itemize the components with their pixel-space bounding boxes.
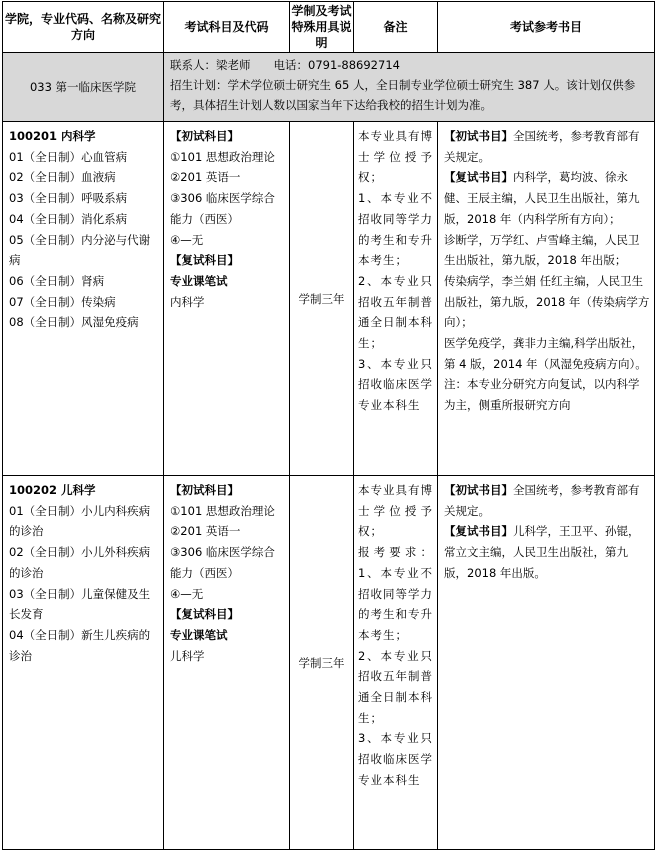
book-entry <box>444 480 650 521</box>
book-label: 【复试书目】 <box>444 524 513 539</box>
header-subjects: 考试科目及代码 <box>164 2 290 53</box>
book-entry <box>444 521 650 583</box>
program-code-name: 100202 儿科学 <box>9 483 96 497</box>
subject-item: ②201 英语一 <box>170 524 241 539</box>
remarks <box>354 476 438 850</box>
header-duration: 学制及考试特殊用具说明 <box>290 2 354 53</box>
direction-item: 03（全日制）呼吸系病 <box>9 191 128 206</box>
direction-item: 04（全日制）消化系病 <box>9 211 128 226</box>
retest-subject: 内科学 <box>170 294 205 309</box>
book-entry: 诊断学，万学红、卢雪峰主编，人民卫生出版社，第九版，2018 年出版； <box>444 232 640 268</box>
book-entry: 医学免疫学，龚非力主编,科学出版社，第 4 版，2014 年（风湿免疫病方向）。 <box>444 336 647 371</box>
remark-item: 3、本专业只招收临床医学专业本科生 <box>358 731 433 787</box>
initial-subjects-label: 【初试科目】 <box>170 129 239 143</box>
program-row <box>3 122 655 476</box>
subject-item: ①101 思想政治理论 <box>170 503 275 518</box>
book-label: 【复试书目】 <box>444 170 513 185</box>
subject-item: ④—无 <box>170 586 204 601</box>
remark-item: 本专业具有博士学位授予权； <box>358 483 433 539</box>
header-books: 考试参考书目 <box>438 2 655 53</box>
admissions-table <box>2 1 655 850</box>
initial-subjects-label: 【初试科目】 <box>170 483 239 497</box>
exam-subjects <box>164 122 290 476</box>
book-label: 【初试书目】 <box>444 129 513 143</box>
college-info <box>164 53 655 122</box>
college-row <box>3 53 655 122</box>
college-plan: 招生计划：学术学位硕士研究生 65 人，全日制专业学位硕士研究生 387 人。该计划仅供参考，具体招生计划人数以国家当年下达给我校的招生计划为准。 <box>170 78 636 112</box>
direction-item: 06（全日制）肾病 <box>9 273 105 288</box>
retest-type: 专业课笔试 <box>170 627 228 642</box>
book-text: 内科学，葛均波、徐永健、王辰主编，人民卫生出版社，第九版，2018 年（内科学所有方向）； <box>444 170 640 226</box>
reference-books <box>438 122 655 476</box>
retest-type: 专业课笔试 <box>170 273 228 288</box>
header-program: 学院，专业代码、名称及研究方向 <box>3 2 164 53</box>
book-entry: 传染病学，李兰娟 任红主编，人民卫生出版社，第九版，2018 年（传染病学方向）； <box>444 273 650 330</box>
book-entry: 注：本专业分研究方向复试，以内科学为主，侧重所报研究方向 <box>444 377 640 413</box>
book-text: 全国统考，参考教育部有关规定。 <box>444 483 640 518</box>
college-name: 033 第一临床医学院 <box>3 53 164 122</box>
exam-subjects <box>164 476 290 850</box>
duration: 学制三年 <box>290 122 354 476</box>
direction-item: 02（全日制）小儿外科疾病的诊治 <box>9 545 151 580</box>
program-code-name: 100201 内科学 <box>9 129 96 143</box>
direction-item: 01（全日制）心血管病 <box>9 149 128 164</box>
header-notes: 备注 <box>354 2 438 53</box>
subject-item: ①101 思想政治理论 <box>170 149 275 164</box>
book-text: 儿科学，王卫平、孙锟，常立文主编，人民卫生出版社，第九版，2018 年出版。 <box>444 524 640 580</box>
book-label: 【初试书目】 <box>444 483 513 497</box>
direction-item: 02（全日制）血液病 <box>9 170 116 185</box>
remarks <box>354 122 438 476</box>
book-entry <box>444 167 650 229</box>
retest-subjects-label: 【复试科目】 <box>170 253 239 268</box>
subject-item: ②201 英语一 <box>170 170 241 185</box>
direction-item: 04（全日制）新生儿疾病的诊治 <box>9 627 151 663</box>
program-row <box>3 476 655 850</box>
book-entry <box>444 126 650 167</box>
remark-item: 2、本专业只招收五年制普通全日制本科生； <box>358 648 433 725</box>
retest-subjects-label: 【复试科目】 <box>170 607 239 622</box>
program-info <box>3 122 164 476</box>
book-text: 全国统考，参考教育部有关规定。 <box>444 129 640 164</box>
subject-item: ③306 临床医学综合能力（西医） <box>170 191 275 226</box>
direction-item: 03（全日制）儿童保健及生长发育 <box>9 586 151 622</box>
remark-item: 报考要求：1、本专业不招收同等学力的考生和专升本考生； <box>358 545 433 642</box>
duration: 学制三年 <box>290 476 354 850</box>
remark-item: 2、本专业只招收五年制普通全日制本科生； <box>358 273 433 351</box>
subject-item: ④—无 <box>170 232 204 247</box>
direction-item: 01（全日制）小儿内科疾病的诊治 <box>9 503 151 539</box>
reference-books <box>438 476 655 850</box>
retest-subject: 儿科学 <box>170 648 205 663</box>
college-contact: 联系人：梁老师 电话：0791-88692714 <box>170 58 400 72</box>
program-info <box>3 476 164 850</box>
direction-item: 05（全日制）内分泌与代谢病 <box>9 232 151 268</box>
subject-item: ③306 临床医学综合能力（西医） <box>170 545 275 580</box>
remark-item: 本专业具有博士学位授予权； <box>358 129 433 185</box>
direction-item: 07（全日制）传染病 <box>9 294 116 309</box>
remark-item: 3、本专业只招收临床医学专业本科生 <box>358 356 433 413</box>
direction-item: 08（全日制）风湿免疫病 <box>9 315 139 330</box>
remark-item: 1、本专业不招收同等学力的考生和专升本考生； <box>358 191 433 268</box>
header-row <box>3 2 655 53</box>
